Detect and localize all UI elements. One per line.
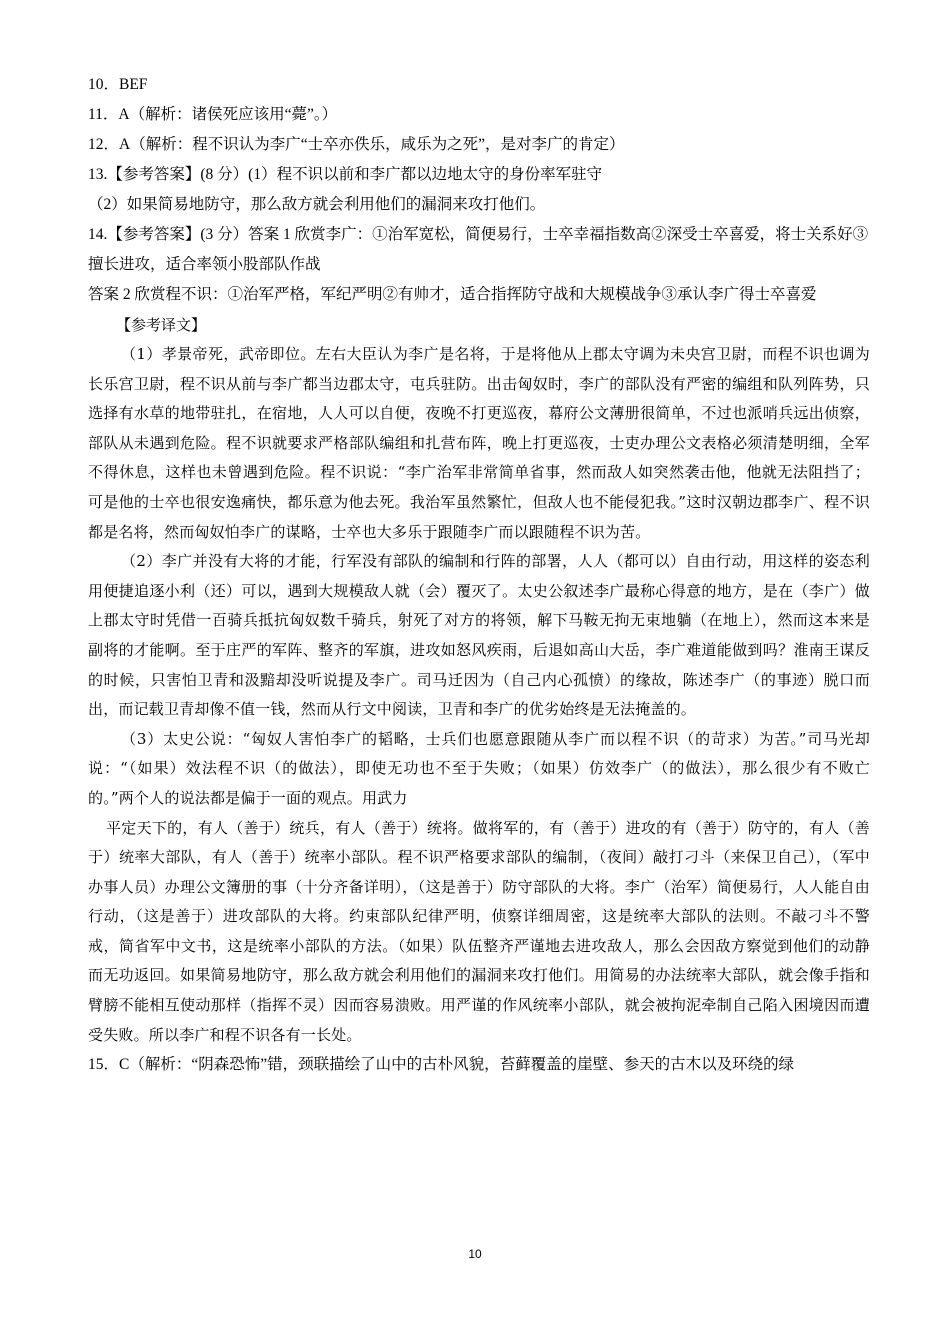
translation-paragraph-2: （2）李广并没有大将的才能，行军没有部队的编制和行阵的部署，人人（都可以）自由行动，用这样的姿态利用便捷追逐小利（还）可以，遇到大规模敌人就（会）覆灭了。太史公叙述李广最称心得意的地方，是在（李广）做上郡太守时凭借一百骑兵抵抗匈奴数千骑兵，射死了对方的将领，解下马鞍无拘无束地躺（在地上），然而这本来是副将的才能啊。至于庄严的军阵、整齐的军旗，进攻如怒风疾雨，后退如高山大岳，李广难道能做到吗？淮南王谋反的时候，只害怕卫青和汲黯却没听说提及李广。司马迁因为（自己内心孤愤）的缘故，陈述李广（的事迹）脱口而出，而记载卫青却像不值一钱，然而从行文中阅读，卫青和李广的优劣始终是无法掩盖的。 [88,552,870,719]
answer-section [88,70,870,310]
translation-paragraph-4: 平定天下的，有人（善于）统兵，有人（善于）统将。做将军的，有（善于）进攻的有（善于）防守的，有人（善于）统率大部队，有人（善于）统率小部队。程不识严格要求部队的编制，（夜间）敲打刁斗（来保卫自己），（军中办事人员）办理公文簿册的事（十分齐备详明），（这是善于）防守部队的大将。李广（治军）简便易行，人人能自由行动，（这是善于）进攻部队的大将。约束部队纪律严明，侦察详细周密，这是统率大部队的法则。不敲刁斗不警戒，简省军中文书，这是统率小部队的方法。（如果）队伍整齐严谨地去进攻敌人，那么会因敌方察觉到他们的动静而无功返回。如果简易地防守，那么敌方就会利用他们的漏洞来攻打他们。用简易的办法统率大部队，就会像手指和臂膀不能相互使动那样（指挥不灵）因而容易溃败。用严谨的作风统率小部队，就会被拘泥牵制自己陷入困境因而遭受失败。所以李广和程不识各有一长处。 [88,818,870,1044]
translation-paragraph-3: （3）太史公说：“匈奴人害怕李广的韬略，士兵们也愿意跟随从李广而以程不识（的苛求）为苦。”司马光却说：“（如果）效法程不识（的做法），即使无功也不至于失败；（如果）仿效李广（的做法），那么很少有不败亡的。”两个人的说法都是偏于一面的观点。用武力 [88,729,870,807]
answer-q13-line1: 13.【参考答案】(8 分）(1）程不识以前和李广都以边地太守的身份率军驻守 [88,166,603,183]
answer-q11: 11．A（解析：诸侯死应该用“薨”。） [88,106,338,123]
answer-q14-line1: 14.【参考答案】(3 分）答案 1 欣赏李广：①治军宽松，简便易行，士卒幸福指数高②深受士卒喜爱，将士关系好③擅长进攻，适合率领小股部队作战 [88,226,869,273]
answer-q13-line2: （2）如果简易地防守，那么敌方就会利用他们的漏洞来攻打他们。 [88,196,546,213]
translation-paragraph-1: （1）孝景帝死，武帝即位。左右大臣认为李广是名将，于是将他从上郡太守调为未央宫卫尉，而程不识也调为长乐宫卫尉，程不识从前与李广都当边郡太守，屯兵驻防。出击匈奴时，李广的部队没有严密的编组和队列阵势，只选择有水草的地带驻扎，在宿地，人人可以自便，夜晚不打更巡夜，幕府公文薄册很简单，不过也派哨兵远出侦察，部队从未遇到危险。程不识就要求严格部队编组和扎营布阵，晚上打更巡夜，士吏办理公文表格必须清楚明细，全军不得休息，这样也未曾遇到危险。程不识说：“李广治军非常简单省事，然而敌人如突然袭击他，他就无法阻挡了；可是他的士卒也很安逸痛快，都乐意为他去死。我治军虽然繁忙，但敌人也不能侵犯我。”这时汉朝边郡李广、程不识都是名将，然而匈奴怕李广的谋略，士卒也大多乐于跟随李广而以跟随程不识为苦。 [88,345,870,541]
answer-q14-line2: 答案 2 欣赏程不识：①治军严格，军纪严明②有帅才，适合指挥防守战和大规模战争③承认李广得士卒喜爱 [88,286,817,303]
answer-q10: 10．BEF [88,76,148,93]
translation-title: 【参考译文】 [116,316,207,334]
document-page [88,70,870,1080]
answer-q15: 15．C（解析：“阴森恐怖”错，颈联描绘了山中的古朴风貌，苔藓覆盖的崖壁、参天的古木以及环绕的绿 [88,1056,795,1074]
page-number: 10 [468,1247,482,1261]
answer-q12: 12．A（解析：程不识认为李广“士卒亦佚乐，咸乐为之死”，是对李广的肯定） [88,136,625,153]
translation-section [88,340,870,1050]
